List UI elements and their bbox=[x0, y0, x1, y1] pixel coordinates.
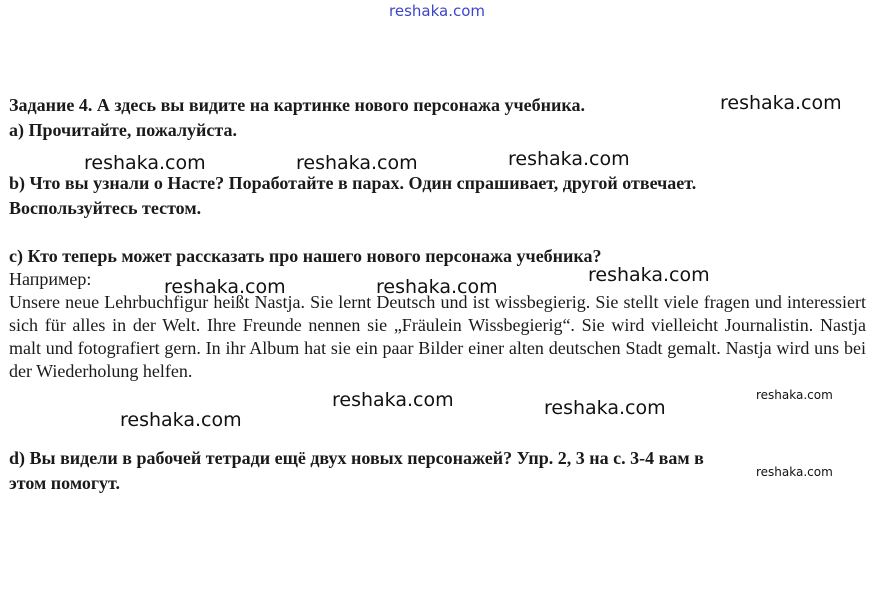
watermark-top: reshaka.com bbox=[389, 2, 485, 20]
watermark: reshaka.com bbox=[296, 152, 418, 174]
task-part-d-line2: этом помогут. bbox=[9, 473, 121, 493]
watermark: reshaka.com bbox=[84, 152, 206, 174]
watermark: reshaka.com bbox=[508, 148, 630, 170]
task-title: Задание 4. А здесь вы видите на картинке нового персонажа учебника. bbox=[9, 95, 585, 115]
watermark: reshaka.com bbox=[720, 92, 842, 114]
task-part-a: а) Прочитайте, пожалуйста. bbox=[9, 120, 237, 140]
watermark-small: reshaka.com bbox=[756, 388, 833, 402]
watermark: reshaka.com bbox=[332, 389, 454, 411]
watermark-small: reshaka.com bbox=[756, 465, 833, 479]
watermark: reshaka.com bbox=[120, 409, 242, 431]
task-part-c: с) Кто теперь может рассказать про нашего нового персонажа учебника? bbox=[9, 246, 602, 266]
watermark: reshaka.com bbox=[544, 397, 666, 419]
example-label: Например: bbox=[9, 269, 92, 289]
task-part-b-line1: b) Что вы узнали о Насте? Поработайте в парах. Один спрашивает, другой отвечает. bbox=[9, 173, 697, 193]
watermark: reshaka.com bbox=[164, 276, 286, 298]
task-part-b-line2: Воспользуйтесь тестом. bbox=[9, 198, 202, 218]
watermark: reshaka.com bbox=[588, 264, 710, 286]
example-german-text: Unsere neue Lehrbuchfigur heißt Nastja. Sie lernt Deutsch und ist wissbegierig. Sie stellt viele fragen und interessiert sich für alles in der Welt. Ihre Freunde nennen sie „Fräulein Wissbegierig“. Sie wird vielleicht Journalistin. Nastja malt und fotografiert gern. In ihr Album hat sie ein paar Bilder einer alten deutschen Stadt gemalt. Nastja wird uns bei der Wiederholung helfen. bbox=[9, 292, 866, 381]
watermark: reshaka.com bbox=[376, 276, 498, 298]
task-part-d-line1: d) Вы видели в рабочей тетради ещё двух новых персонажей? Упр. 2, 3 на с. 3-4 вам в bbox=[9, 448, 704, 468]
